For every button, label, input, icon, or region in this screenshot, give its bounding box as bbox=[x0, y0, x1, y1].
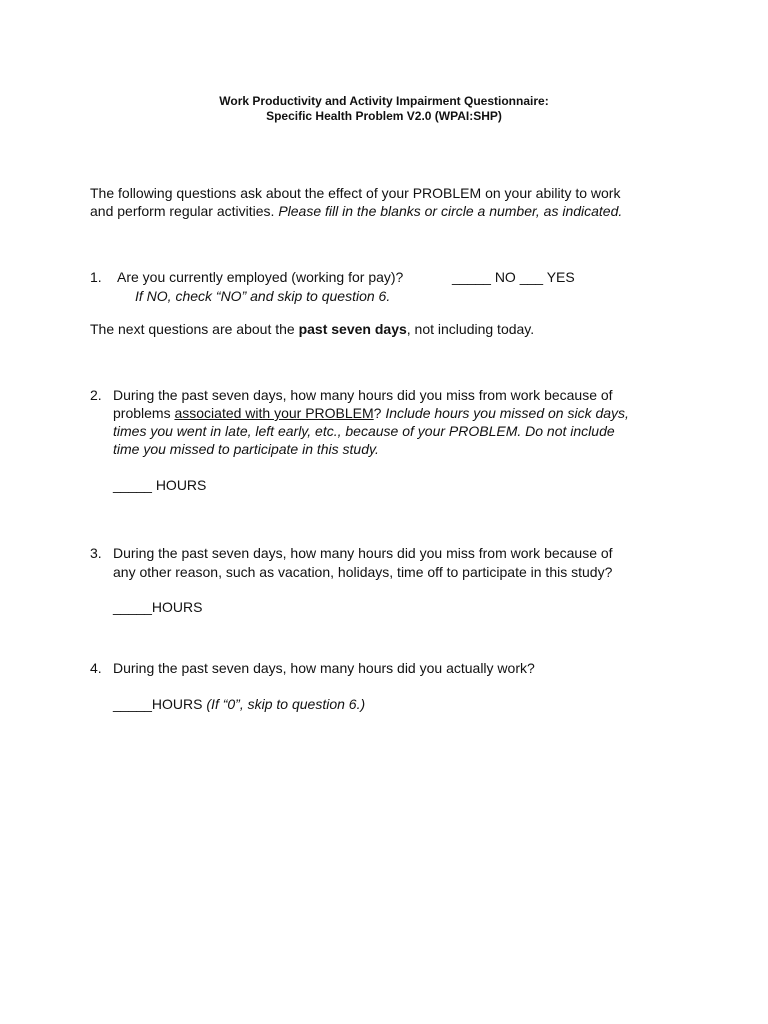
q4-skip-note: (If “0”, skip to question 6.) bbox=[202, 696, 366, 712]
past-days-after: , not including today. bbox=[406, 321, 535, 337]
past-days-emphasis: past seven days bbox=[298, 321, 407, 337]
past-days-statement bbox=[90, 320, 534, 338]
q1-number: 1. bbox=[90, 269, 102, 285]
q2-line-1: During the past seven days, how many hours did you miss from work because of bbox=[113, 387, 613, 403]
q1-answer-blanks[interactable]: _____ NO ___ YES bbox=[452, 269, 575, 285]
q2-number: 2. bbox=[90, 387, 102, 403]
page-title: Work Productivity and Activity Impairment Questionnaire: bbox=[219, 94, 549, 108]
q2-instruction-1: Include hours you missed on sick days, bbox=[385, 405, 629, 421]
q2-line-2-text: problems bbox=[113, 405, 175, 421]
q4-answer bbox=[113, 695, 365, 713]
intro-line-2 bbox=[90, 202, 622, 220]
q2-instruction-2: times you went in late, left early, etc., because of your PROBLEM. Do not include bbox=[113, 423, 615, 439]
q3-number: 3. bbox=[90, 545, 102, 561]
q2-underlined-phrase: associated with your PROBLEM bbox=[174, 405, 374, 421]
page-subtitle: Specific Health Problem V2.0 (WPAI:SHP) bbox=[266, 109, 502, 123]
q4-line-1: During the past seven days, how many hours did you actually work? bbox=[113, 660, 535, 676]
q2-question-mark: ? bbox=[373, 405, 386, 421]
q1-question: Are you currently employed (working for pay)? bbox=[117, 269, 404, 285]
past-days-before: The next questions are about the bbox=[90, 321, 299, 337]
q3-line-2: any other reason, such as vacation, holidays, time off to participate in this study? bbox=[113, 564, 613, 580]
q1-note: If NO, check “NO” and skip to question 6. bbox=[135, 288, 391, 304]
q2-hours-blank[interactable]: _____ HOURS bbox=[113, 477, 207, 493]
q2-instruction-3: time you missed to participate in this study. bbox=[113, 441, 379, 457]
q3-line-1: During the past seven days, how many hours did you miss from work because of bbox=[113, 545, 613, 561]
q3-hours-blank[interactable]: _____HOURS bbox=[113, 599, 203, 615]
intro-line-1: The following questions ask about the effect of your PROBLEM on your ability to work bbox=[90, 185, 621, 201]
intro-line-2-text: and perform regular activities. bbox=[90, 203, 279, 219]
q4-number: 4. bbox=[90, 660, 102, 676]
q2-line-2 bbox=[113, 404, 629, 422]
intro-instruction: Please fill in the blanks or circle a number, as indicated. bbox=[278, 203, 623, 219]
q4-hours-blank[interactable]: _____HOURS bbox=[113, 696, 203, 712]
